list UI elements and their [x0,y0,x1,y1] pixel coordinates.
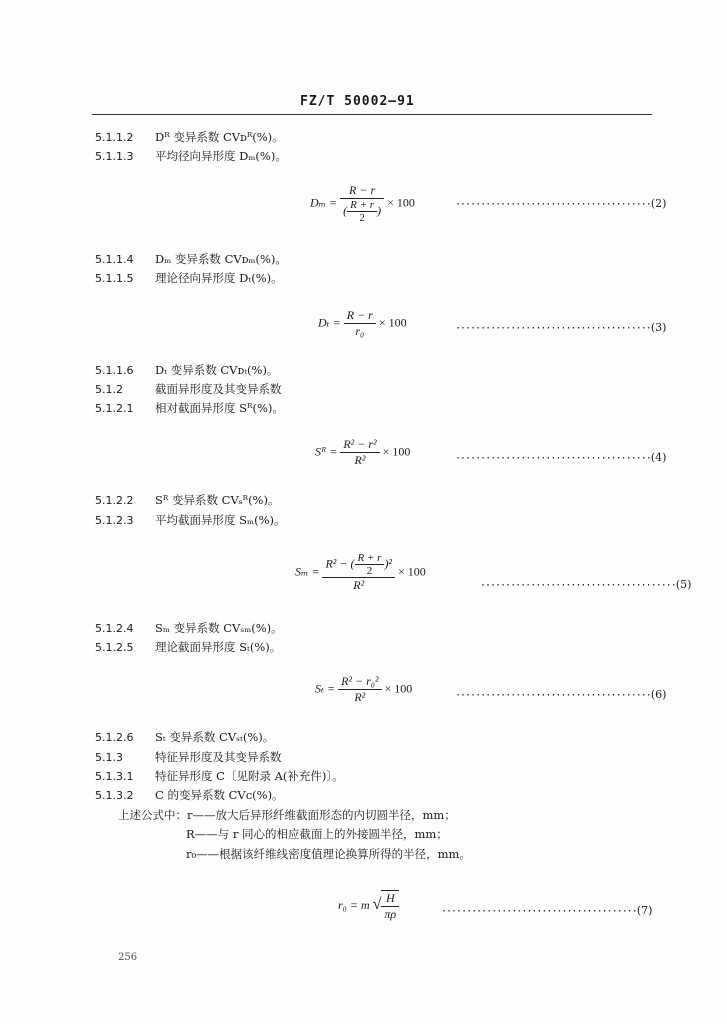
clause-5-1-2: 5.1.2 截面异形度及其变异系数 [95,382,282,396]
leader-dots-7: ·······································(7) [441,904,653,917]
leader-dots-6: ·······································(6) [455,688,667,701]
page-number: 256 [118,952,138,963]
formula-5: Sₘ = R² − ( $\frac{R + r}{2}$ )² R² × 100 [295,552,426,592]
leader-dots-4: ·······································(4) [455,451,667,464]
clause-5-1-2-2: 5.1.2.2 Sᴿ 变异系数 CVₛᴿ(%)。 [95,493,280,507]
clause-5-1-1-5: 5.1.1.5 理论径向异形度 Dₜ(%)。 [95,271,283,285]
clause-5-1-1-4: 5.1.1.4 Dₘ 变异系数 CVᴅₘ(%)。 [95,252,287,266]
clause-5-1-3-1: 5.1.3.1 特征异形度 C〔见附录 A(补充件)〕。 [95,769,344,783]
clause-5-1-3: 5.1.3 特征异形度及其变异系数 [95,750,282,764]
clause-5-1-2-4: 5.1.2.4 Sₘ 变异系数 CVₛₘ(%)。 [95,621,283,635]
leader-dots-3: ·······································(3) [455,321,667,334]
clause-5-1-1-2: 5.1.1.2 Dᴿ 变异系数 CVᴅᴿ(%)。 [95,130,284,144]
formula-3: Dₜ = $\frac{R - r}{\text{r₀}}$ × 100 [318,308,407,338]
page-header: FZ/T 50002—91 [300,94,415,109]
clause-5-1-2-5: 5.1.2.5 理论截面异形度 Sₜ(%)。 [95,640,282,654]
formula-4: Sᴿ = $\frac{\text{R² − r²}}{\text{R²}}$ × 100 [315,437,411,467]
clause-5-1-1-6: 5.1.1.6 Dₜ 变异系数 CVᴅₜ(%)。 [95,363,279,377]
leader-dots-2: ·······································(2) [455,197,667,210]
clause-5-1-3-2: 5.1.3.2 C 的变异系数 CVᴄ(%)。 [95,788,284,802]
leader-dots-5: ·······································(5) [480,578,692,591]
clause-5-1-2-6: 5.1.2.6 Sₜ 变异系数 CVₛₜ(%)。 [95,730,275,744]
clause-5-1-2-3: 5.1.2.3 平均截面异形度 Sₘ(%)。 [95,513,286,527]
formula-2: Dₘ = R − r ( $\frac{R + r}{2}$ ) × 100 [310,183,415,224]
clause-5-1-1-3: 5.1.1.3 平均径向异形度 Dₘ(%)。 [95,149,287,163]
clause-5-1-2-1: 5.1.2.1 相对截面异形度 Sᴿ(%)。 [95,401,284,415]
definition-r0: r₀——根据该纤维线密度值理论换算所得的半径，mm。 [186,847,471,861]
formula-7: r₀ = m √ $\frac{H}{\pi\rho}$ [338,890,399,922]
header-rule [92,114,652,115]
definition-r: 上述公式中：r——放大后异形纤维截面形态的内切圆半径，mm； [118,808,456,822]
definition-R: R——与 r 同心的相应截面上的外接圆半径，mm； [186,827,448,841]
formula-6: Sₜ = $\frac{\text{R² − r₀²}}{\text{R²}}$ × 100 [315,674,413,704]
